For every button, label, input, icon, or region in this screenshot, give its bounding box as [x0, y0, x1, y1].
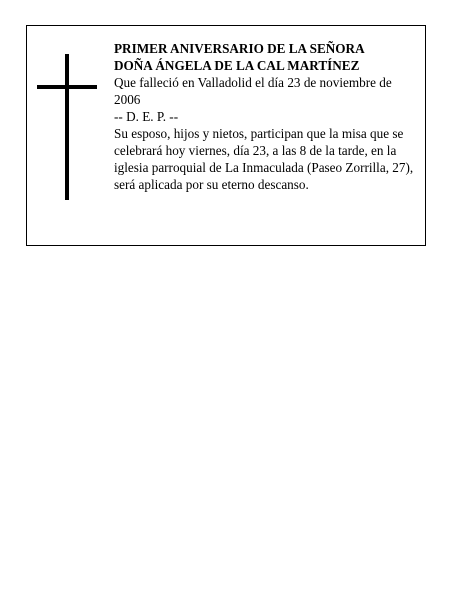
cross-horizontal-bar: [37, 85, 97, 89]
notice-heading-line-2: DOÑA ÁNGELA DE LA CAL MARTÍNEZ: [114, 58, 360, 73]
notice-heading-line-1: PRIMER ANIVERSARIO DE LA SEÑORA: [114, 41, 365, 56]
latin-cross-icon: [37, 54, 97, 200]
death-notice: [26, 25, 426, 246]
death-info: Que falleció en Valladolid el día 23 de noviembre de 2006: [114, 75, 392, 107]
cross-vertical-bar: [65, 54, 69, 200]
notice-body: Su esposo, hijos y nietos, participan que la misa que se celebrará hoy viernes, día 23, a las 8 de la tarde, en la iglesia parroquial de La Inmaculada (Paseo Zorrilla, 27), será aplicada por su eterno descanso.: [114, 126, 414, 192]
notice-text: [114, 40, 419, 193]
rip-line: -- D. E. P. --: [114, 109, 179, 124]
